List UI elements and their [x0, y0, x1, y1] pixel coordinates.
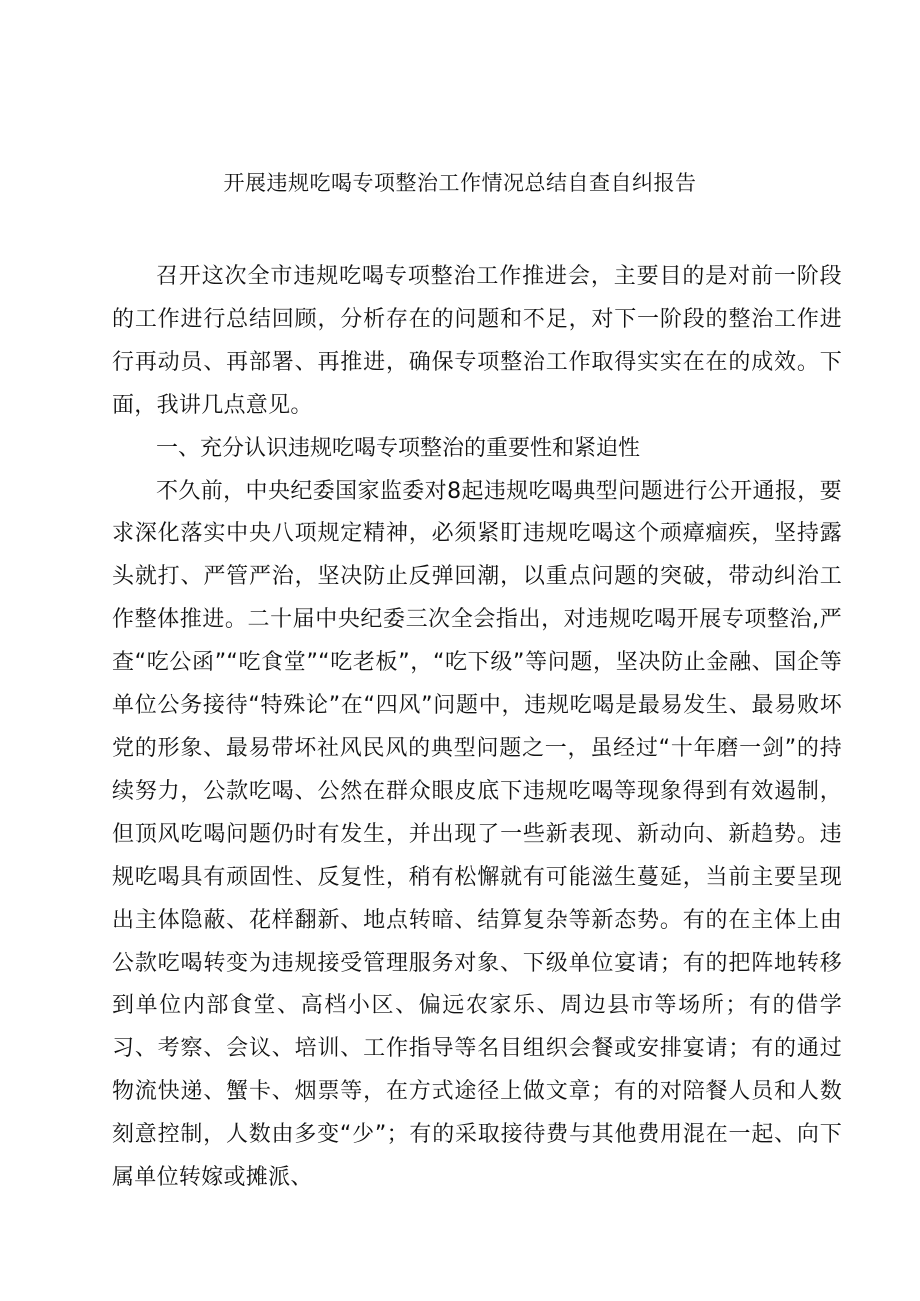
intro-paragraph: 召开这次全市违规吃喝专项整治工作推进会，主要目的是对前一阶段的工作进行总结回顾，分析存在的问题和不足，对下一阶段的整治工作进行再动员、再部署、再推进，确保专项整治工作取得实实在在的成效。下面，我讲几点意见。	[112, 264, 842, 418]
section-heading: 一、充分认识违规吃喝专项整治的重要性和紧迫性	[156, 435, 641, 461]
document-title: 开展违规吃喝专项整治工作情况总结自查自纠报告	[223, 171, 697, 195]
document-body	[112, 256, 842, 1200]
section-body-paragraph: 不久前，中央纪委国家监委对8起违规吃喝典型问题进行公开通报，要求深化落实中央八项规定精神，必须紧盯违规吃喝这个顽瘴痼疾，坚持露头就打、严管严治，坚决防止反弹回潮，以重点问题的突破，带动纠治工作整体推进。二十届中央纪委三次全会指出，对违规吃喝开展专项整治,严查“吃公函”“吃食堂”“吃老板”，“吃下级”等问题，坚决防止金融、国企等单位公务接待“特殊论”在“四风”问题中，违规吃喝是最易发生、最易败坏党的形象、最易带坏社风民风的典型问题之一，虽经过“十年磨一剑”的持续努力，公款吃喝、公然在群众眼皮底下违规吃喝等现象得到有效遏制，但顶风吃喝问题仍时有发生，并出现了一些新表现、新动向、新趋势。违规吃喝具有顽固性、反复性，稍有松懈就有可能滋生蔓延，当前主要呈现出主体隐蔽、花样翻新、地点转暗、结算复杂等新态势。有的在主体上由公款吃喝转变为违规接受管理服务对象、下级单位宴请；有的把阵地转移到单位内部食堂、高档小区、偏远农家乐、周边县市等场所；有的借学习、考察、会议、培训、工作指导等名目组织会餐或安排宴请；有的通过物流快递、蟹卡、烟票等，在方式途径上做文章；有的对陪餐人员和人数刻意控制，人数由多变“少”；有的采取接待费与其他费用混在一起、向下属单位转嫁或摊派、	[112, 478, 842, 1191]
